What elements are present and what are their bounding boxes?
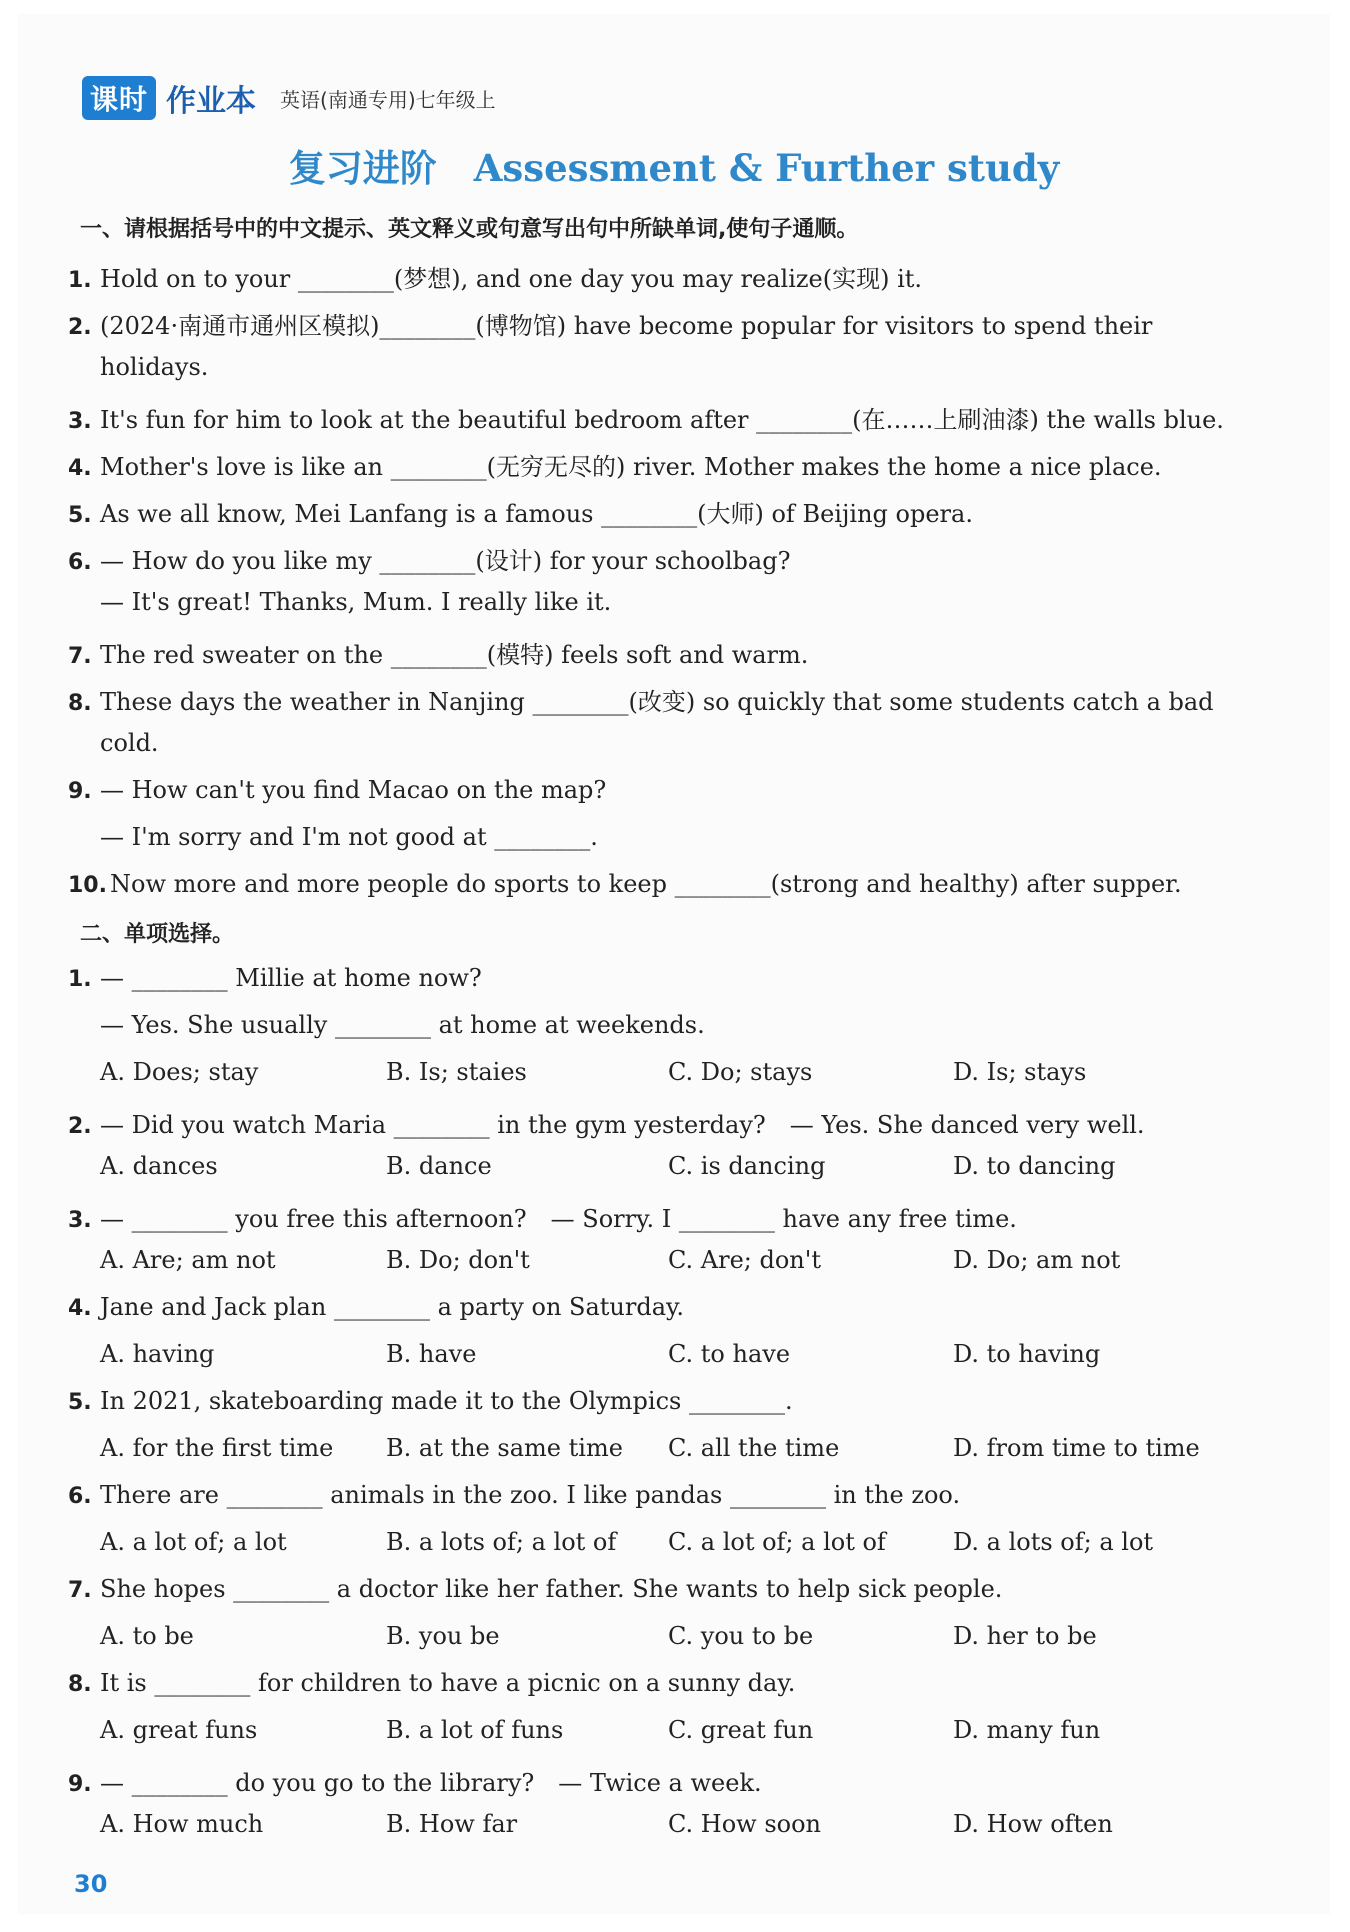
- s1-line: cold.: [100, 729, 159, 757]
- option: A. for the first time: [100, 1434, 334, 1462]
- option: B. Do; don't: [386, 1246, 530, 1274]
- option: C. to have: [668, 1340, 791, 1368]
- s1-line: 8. These days the weather in Nanjing ________(改变) so quickly that some students catch a bad: [68, 688, 1214, 716]
- q-line: 5. In 2021, skateboarding made it to the Olympics ________.: [68, 1387, 793, 1415]
- option: B. a lot of funs: [386, 1716, 564, 1744]
- q-line: 4. Jane and Jack plan ________ a party on Saturday.: [68, 1293, 685, 1321]
- option: B. How far: [386, 1810, 518, 1838]
- option: D. her to be: [953, 1622, 1097, 1650]
- q-line: 1. — ________ Millie at home now?: [68, 964, 482, 992]
- page-number: 30: [74, 1870, 108, 1898]
- option: A. a lot of; a lot: [100, 1528, 287, 1556]
- option: C. Do; stays: [668, 1058, 813, 1086]
- logo: 课时: [82, 76, 156, 120]
- q-line: — Yes. She usually ________ at home at weekends.: [100, 1011, 705, 1039]
- option: D. to dancing: [953, 1152, 1116, 1180]
- option: A. great funs: [100, 1716, 258, 1744]
- s1-line: 9. — How can't you find Macao on the map?: [68, 776, 607, 804]
- q-line: 3. — ________ you free this afternoon? — Sorry. I ________ have any free time.: [68, 1205, 1017, 1233]
- option: B. have: [386, 1340, 477, 1368]
- s1-line: 5. As we all know, Mei Lanfang is a famous ________(大师) of Beijing opera.: [68, 500, 973, 528]
- s1-line: 7. The red sweater on the ________(模特) feels soft and warm.: [68, 641, 809, 669]
- s1-line: — It's great! Thanks, Mum. I really like it.: [100, 588, 612, 616]
- option: C. great fun: [668, 1716, 814, 1744]
- s1-line: 10. Now more and more people do sports to keep ________(strong and healthy) after supper.: [68, 870, 1182, 898]
- option: C. How soon: [668, 1810, 821, 1838]
- page: [18, 14, 1330, 1914]
- option: A. to be: [100, 1622, 194, 1650]
- brand-name: 作业本: [166, 84, 257, 119]
- q-line: 8. It is ________ for children to have a picnic on a sunny day.: [68, 1669, 796, 1697]
- q-line: 2. — Did you watch Maria ________ in the gym yesterday? — Yes. She danced very well.: [68, 1111, 1145, 1139]
- option: A. Are; am not: [100, 1246, 276, 1274]
- header: [82, 76, 496, 120]
- option: B. you be: [386, 1622, 500, 1650]
- option: A. dances: [100, 1152, 218, 1180]
- option: D. Is; stays: [953, 1058, 1087, 1086]
- subject-label: 英语(南通专用)七年级上: [280, 87, 496, 112]
- q-line: 6. There are ________ animals in the zoo. I like pandas ________ in the zoo.: [68, 1481, 961, 1509]
- option: A. How much: [100, 1810, 264, 1838]
- q-line: 7. She hopes ________ a doctor like her father. She wants to help sick people.: [68, 1575, 1003, 1603]
- option: C. all the time: [668, 1434, 840, 1462]
- option: A. Does; stay: [100, 1058, 259, 1086]
- option: B. a lots of; a lot of: [386, 1528, 617, 1556]
- option: C. is dancing: [668, 1152, 826, 1180]
- s1-line: — I'm sorry and I'm not good at ________.: [100, 823, 598, 851]
- option: D. How often: [953, 1810, 1113, 1838]
- option: A. having: [100, 1340, 215, 1368]
- s1-line: 4. Mother's love is like an ________(无穷无尽的) river. Mother makes the home a nice place.: [68, 453, 1162, 481]
- option: D. to having: [953, 1340, 1101, 1368]
- option: C. a lot of; a lot of: [668, 1528, 886, 1556]
- s1-line: 6. — How do you like my ________(设计) for your schoolbag?: [68, 547, 791, 575]
- section1-heading: 一、请根据括号中的中文提示、英文释义或句意写出句中所缺单词,使句子通顺。: [80, 217, 859, 242]
- s1-line: holidays.: [100, 353, 209, 381]
- option: D. Do; am not: [953, 1246, 1121, 1274]
- option: B. dance: [386, 1152, 492, 1180]
- option: B. at the same time: [386, 1434, 623, 1462]
- s1-line: 3. It's fun for him to look at the beautiful bedroom after ________(在……上刷油漆) the walls blue.: [68, 406, 1224, 434]
- option: D. many fun: [953, 1716, 1101, 1744]
- q-line: 9. — ________ do you go to the library? — Twice a week.: [68, 1769, 762, 1797]
- option: D. a lots of; a lot: [953, 1528, 1154, 1556]
- s1-line: 1. Hold on to your ________(梦想), and one day you may realize(实现) it.: [68, 265, 923, 293]
- section2-heading: 二、单项选择。: [80, 922, 235, 947]
- option: B. Is; staies: [386, 1058, 527, 1086]
- s1-line: 2. (2024·南通市通州区模拟)________(博物馆) have become popular for visitors to spend their: [68, 312, 1153, 340]
- page-title: 复习进阶 Assessment & Further study: [288, 146, 1060, 190]
- option: D. from time to time: [953, 1434, 1200, 1462]
- option: C. you to be: [668, 1622, 814, 1650]
- option: C. Are; don't: [668, 1246, 821, 1274]
